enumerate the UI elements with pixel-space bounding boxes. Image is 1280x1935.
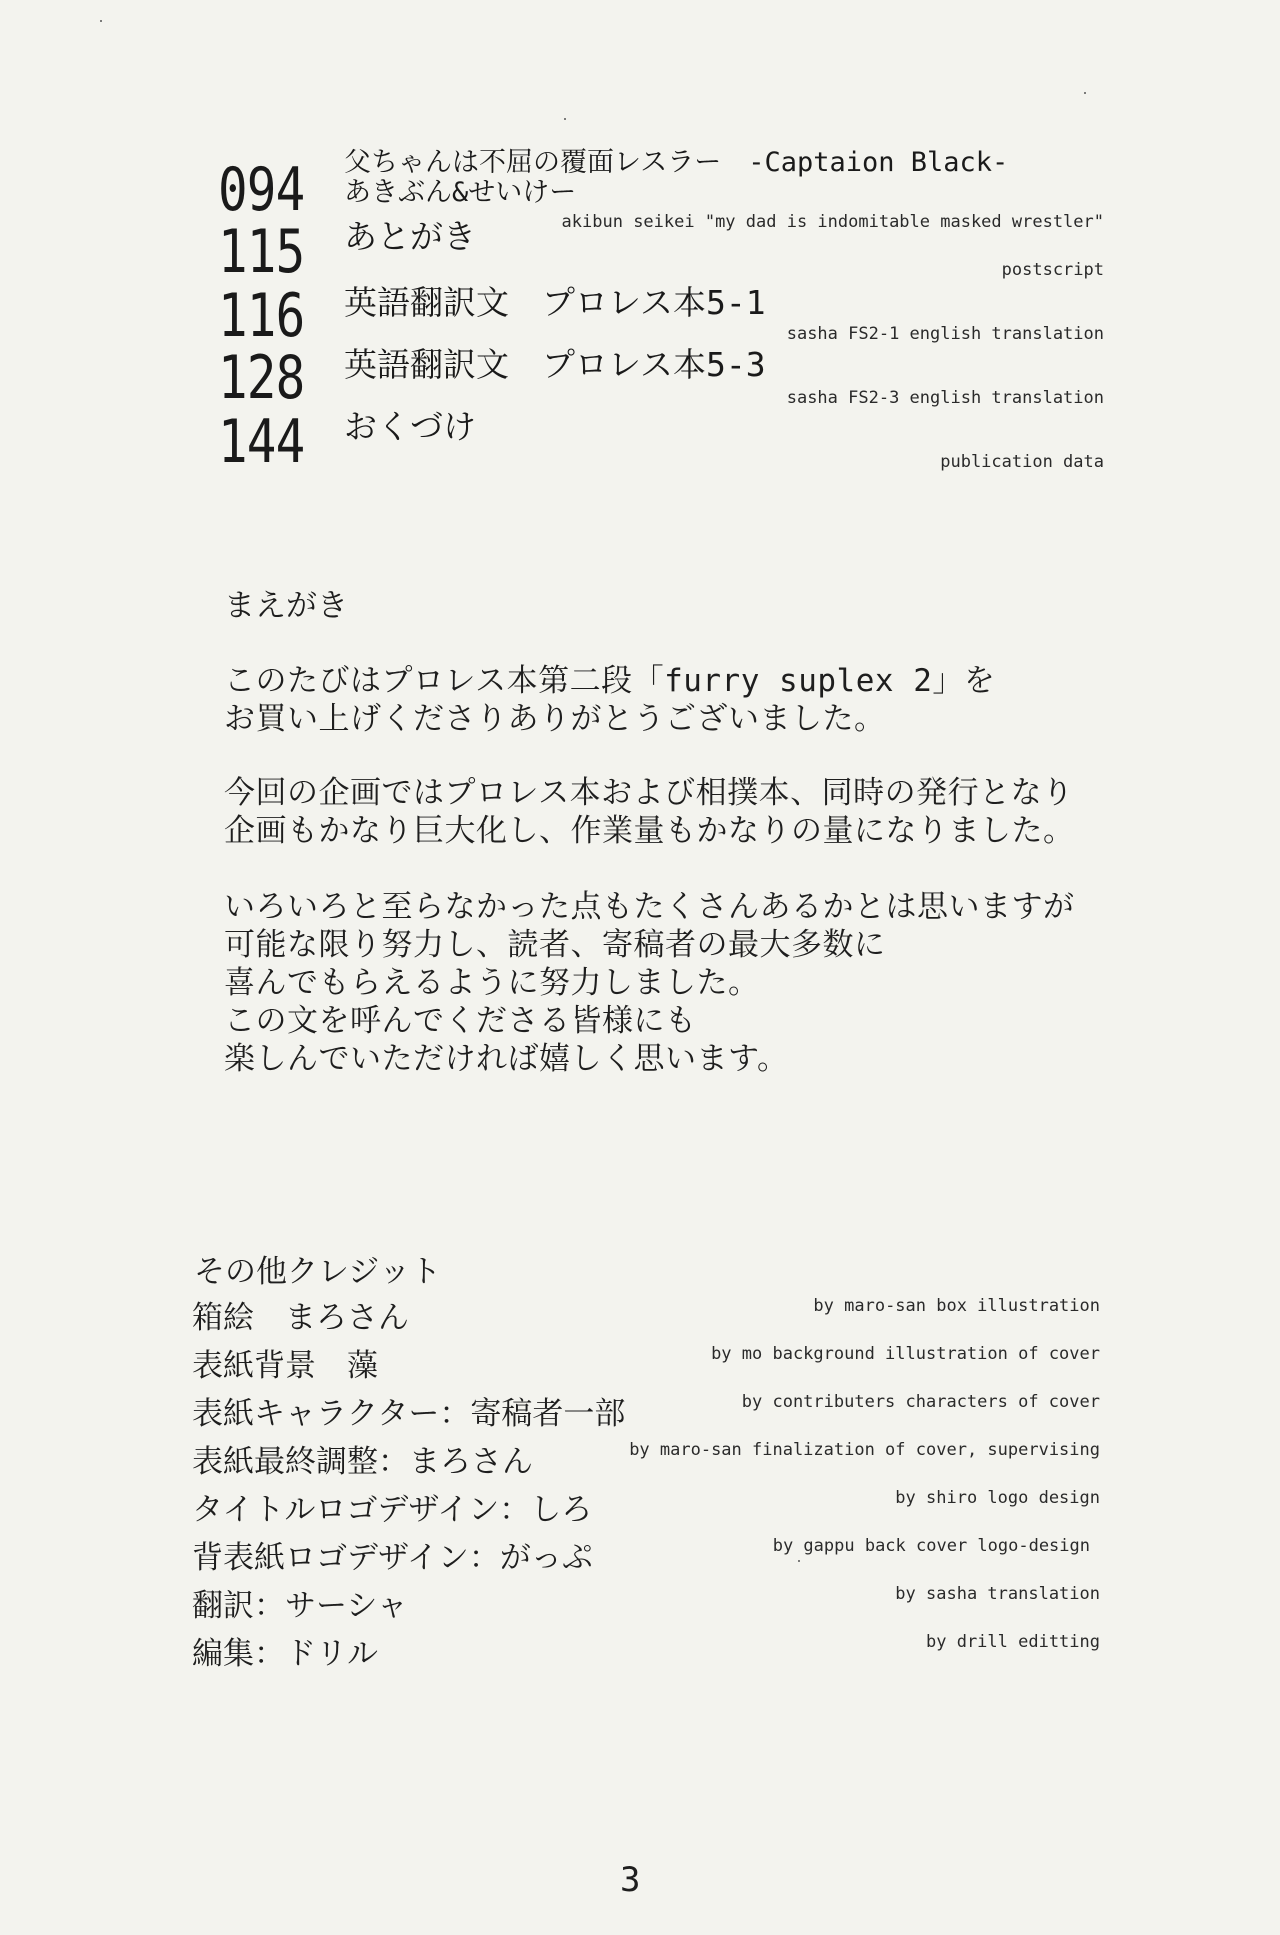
foreword-line: お買い上げくださりありがとうございました。 bbox=[224, 701, 886, 737]
scan-speck bbox=[100, 20, 102, 22]
credit-japanese: 表紙背景 藻 bbox=[192, 1348, 378, 1384]
credits-heading: その他クレジット bbox=[194, 1254, 442, 1290]
credit-english: by maro-san box illustration bbox=[813, 1296, 1100, 1316]
toc-english-caption: publication data bbox=[940, 452, 1104, 472]
scan-speck bbox=[798, 1560, 800, 1562]
toc-title: 英語翻訳文 プロレス本5-1 bbox=[344, 283, 766, 322]
toc-title: 英語翻訳文 プロレス本5-3 bbox=[344, 345, 766, 384]
toc-page-number: 116 bbox=[218, 281, 305, 351]
foreword-line: いろいろと至らなかった点もたくさんあるかとは思いますが bbox=[224, 889, 1075, 925]
toc-page-number: 144 bbox=[218, 407, 305, 477]
credit-japanese: 編集：ドリル bbox=[192, 1636, 378, 1672]
scan-speck bbox=[564, 118, 566, 120]
foreword-line: 企画もかなり巨大化し、作業量もかなりの量になりました。 bbox=[224, 813, 1075, 849]
credit-english: by sasha translation bbox=[895, 1584, 1100, 1604]
foreword-line: この文を呼んでくださる皆様にも bbox=[224, 1003, 697, 1039]
toc-author: あきぶん&せいけー bbox=[344, 177, 577, 208]
toc-page-number: 115 bbox=[218, 217, 305, 287]
credit-japanese: 表紙最終調整：まろさん bbox=[192, 1444, 533, 1480]
credit-english: by shiro logo design bbox=[895, 1488, 1100, 1508]
scan-speck bbox=[1084, 92, 1086, 94]
toc-english-caption: sasha FS2-1 english translation bbox=[786, 324, 1104, 344]
foreword-line: 今回の企画ではプロレス本および相撲本、同時の発行となり bbox=[224, 775, 1074, 811]
toc-page-number: 128 bbox=[218, 343, 305, 413]
toc-english-caption: sasha FS2-3 english translation bbox=[786, 388, 1104, 408]
toc-english-caption: postscript bbox=[1001, 260, 1104, 280]
credit-japanese: 表紙キャラクター：寄稿者一部 bbox=[192, 1396, 626, 1432]
toc-english-caption: akibun seikei "my dad is indomitable masked wrestler" bbox=[561, 212, 1104, 232]
toc-title: おくづけ bbox=[344, 407, 476, 446]
foreword-line: 可能な限り努力し、読者、寄稿者の最大多数に bbox=[224, 927, 886, 963]
page-number: 3 bbox=[620, 1860, 641, 1900]
credit-japanese: 箱絵 まろさん bbox=[192, 1300, 409, 1336]
foreword-line: 喜んでもらえるように努力しました。 bbox=[224, 965, 760, 1001]
foreword-line: 楽しんでいただければ嬉しく思います。 bbox=[224, 1041, 789, 1077]
toc-title: あとがき bbox=[344, 217, 476, 256]
foreword-title: まえがき bbox=[224, 588, 348, 624]
credit-english: by gappu back cover logo-design bbox=[772, 1536, 1090, 1556]
toc-title: 父ちゃんは不屈の覆面レスラー -Captaion Black- bbox=[344, 147, 1009, 178]
credit-english: by drill editting bbox=[926, 1632, 1100, 1652]
credit-english: by maro-san finalization of cover, supervising bbox=[629, 1440, 1100, 1460]
credit-japanese: 背表紙ロゴデザイン：がっぷ bbox=[192, 1540, 593, 1576]
credit-japanese: タイトルロゴデザイン：しろ bbox=[192, 1492, 593, 1528]
credit-english: by mo background illustration of cover bbox=[711, 1344, 1100, 1364]
foreword-line: このたびはプロレス本第二段「furry suplex 2」を bbox=[224, 663, 996, 699]
credit-english: by contributers characters of cover bbox=[741, 1392, 1100, 1412]
credit-japanese: 翻訳：サーシャ bbox=[192, 1588, 408, 1624]
toc-page-number: 094 bbox=[218, 155, 305, 225]
